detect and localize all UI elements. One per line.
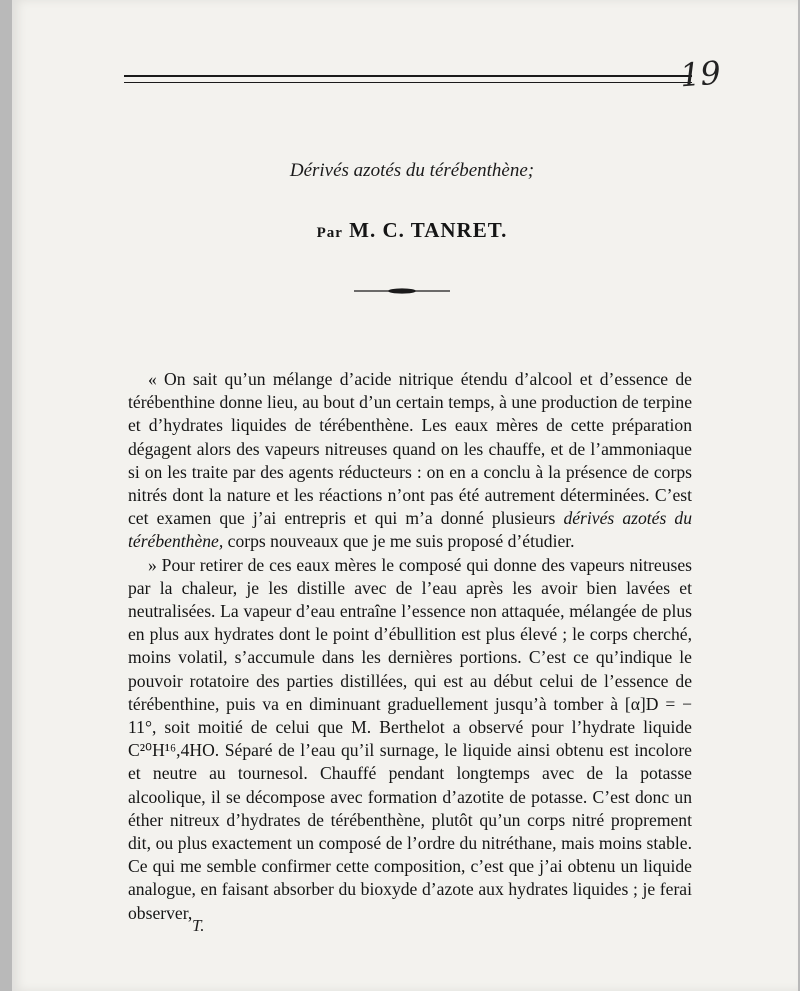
article-author <box>12 218 800 243</box>
author-prefix: Par <box>316 225 343 241</box>
article-title: Dérivés azotés du térébenthène; <box>289 160 535 181</box>
header-rule-thin <box>124 82 692 83</box>
body-paragraph-2 <box>128 554 692 925</box>
article-body <box>128 368 692 925</box>
text-run: » Pour retirer de ces eaux mères le composé qui donne des vapeurs nitreuses par la chaleur, je les distille avec de l’eau après les avoir bien lavées et neutralisées. La vapeur d’eau entraîne l’essence non attaquée, mélangée de plus en plus aux hydrates dont le point d’ébullition est plus élevé ; le corps cherché, moins volatil, s’accumule dans les dernières portions. C’est ce qu’indique le pouvoir rotatoire des parties distillées, qui est au début celui de l’essence de térébenthine, puis va en diminuant graduellement jusqu’à tomber à [α]D = − 11°, soit moitié de celui que M. Berthelot a observé pour l’hydrate liquide C²⁰H¹⁶,4HO. Séparé de l’eau qu’il surnage, le liquide ainsi obtenu est incolore et neutre au tournesol. Chauffé pendant longtemps avec de la potasse alcoolique, il se décompose avec formation d’azotite de potasse. C’est donc un éther nitreux d’hydrates de térébenthène, plutôt qu’un corps nitré proprement dit, ou plus exactement un composé de l’ordre du nitréthane, mais moins stable. Ce qui me semble confirmer cette composition, c’est que j’ai obtenu un liquide analogue, en faisant absorber du bioxyde d’azote aux hydrates liquides ; je ferai observer, <box>128 554 692 923</box>
signature-mark: T. <box>192 916 205 935</box>
title-ornament-rule <box>354 287 450 295</box>
italic-phrase: dérivés azotés du térébenthène, <box>128 508 692 552</box>
header-rule-thick <box>124 75 692 77</box>
document-page <box>12 0 798 991</box>
text-run: « On sait qu’un mélange d’acide nitrique étendu d’alcool et d’essence de térébenthine donne lieu, au bout d’un certain temps, à une production de terpine et d’hydrates liquides de térébenthène. Les eaux mères de cette préparation dégagent alors des vapeurs nitreuses quand on les chauffe, et de l’ammoniaque si on les traite par des agents réducteurs : on en a conclu à la présence de corps nitrés dont la nature et les réactions n’ont pas été autrement déterminées. C’est cet examen que j’ai entrepris et qui m’a donné plusieurs <box>128 369 692 529</box>
handwritten-page-number: 19 <box>678 53 722 95</box>
text-run: corps nouveaux que je me suis proposé d’étudier. <box>223 531 575 552</box>
body-paragraph-1 <box>128 368 692 554</box>
author-name: M. C. TANRET. <box>349 218 508 242</box>
